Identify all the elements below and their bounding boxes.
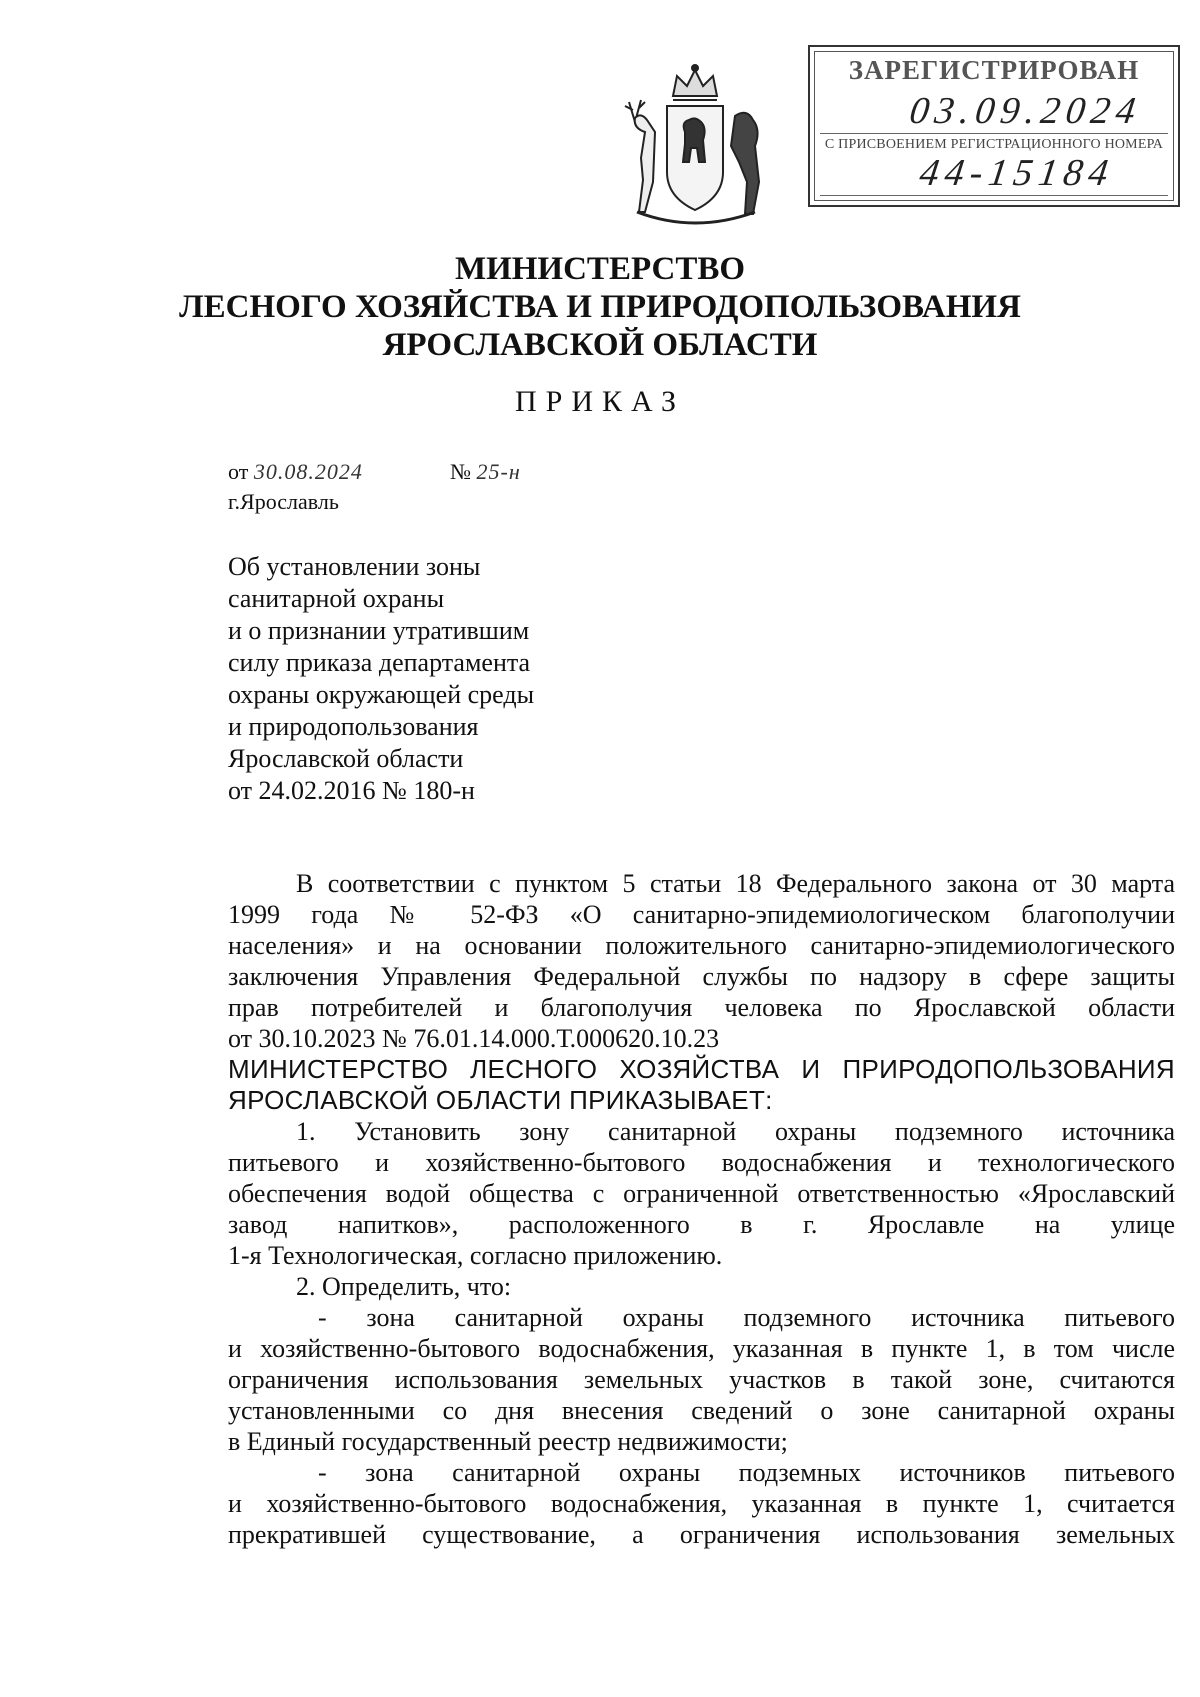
preamble-line: от 30.10.2023 № 76.01.14.000.Т.000620.10.23: [228, 1024, 720, 1053]
number-prefix: №: [450, 459, 471, 484]
item-1-line: 1. Установить зону санитарной охраны подземного источника: [296, 1117, 1175, 1146]
subject-line: от 24.02.2016 № 180-н: [228, 776, 475, 805]
subject-line: санитарной охраны: [228, 584, 445, 613]
order-subject: [228, 551, 648, 807]
preamble-line: В соответствии с пунктом 5 статьи 18 Федерального закона от 30 марта: [296, 869, 1175, 898]
order-body: [228, 868, 1175, 1550]
registration-stamp: [808, 45, 1180, 207]
preamble-line: 1999 года № 52-ФЗ «О санитарно-эпидемиологическом благополучии: [228, 900, 1175, 929]
preamble-line: заключения Управления Федеральной службы по надзору в сфере защиты: [228, 962, 1175, 991]
preamble-line: прав потребителей и благополучия человека по Ярославской области: [228, 993, 1175, 1022]
ministry-name-line-2: ЛЕСНОГО ХОЗЯЙСТВА И ПРИРОДОПОЛЬЗОВАНИЯ: [179, 289, 1021, 325]
subject-line: силу приказа департамента: [228, 648, 531, 677]
bullet-1-line: в Единый государственный реестр недвижимости;: [228, 1427, 788, 1456]
subject-line: охраны окружающей среды: [228, 680, 535, 709]
stamp-registration-number: 44-15184: [917, 152, 1117, 194]
order-date: 30.08.2024: [253, 459, 363, 484]
order-number: 25-н: [476, 459, 521, 484]
item-1-line: питьевого и хозяйственно-бытового водоснабжения и технологического: [228, 1148, 1175, 1177]
ministry-name-line-1: МИНИСТЕРСТВО: [454, 251, 746, 287]
stamp-registration-date: 03.09.2024: [907, 90, 1144, 132]
order-directive-line: МИНИСТЕРСТВО ЛЕСНОГО ХОЗЯЙСТВА И ПРИРОДОПОЛЬЗОВАНИЯ: [228, 1054, 1175, 1084]
bullet-2-line: прекратившей существование, а ограничения использования земельных: [228, 1520, 1175, 1549]
subject-line: Об установлении зоны: [228, 552, 481, 581]
order-directive-line: ЯРОСЛАВСКОЙ ОБЛАСТИ ПРИКАЗЫВАЕТ:: [228, 1085, 773, 1115]
order-date-label: [228, 459, 363, 485]
subject-line: и природопользования: [228, 712, 479, 741]
bullet-1-line: ограничения использования земельных участков в такой зоне, считаются: [228, 1365, 1175, 1394]
bullet-1-line: и хозяйственно-бытового водоснабжения, указанная в пункте 1, в том числе: [228, 1334, 1175, 1363]
order-city: г.Ярославль: [228, 489, 339, 514]
subject-line: Ярославской области: [228, 744, 464, 773]
bullet-1-line: - зона санитарной охраны подземного источника питьевого: [318, 1303, 1175, 1332]
ministry-name-line-3: ЯРОСЛАВСКОЙ ОБЛАСТИ: [382, 327, 818, 363]
date-prefix: от: [228, 459, 249, 484]
bullet-2-line: - зона санитарной охраны подземных источников питьевого: [318, 1458, 1175, 1487]
stamp-divider: [820, 133, 1168, 134]
subject-line: и о признании утратившим: [228, 616, 530, 645]
item-1-line: 1-я Технологическая, согласно приложению.: [228, 1241, 723, 1270]
item-1-line: обеспечения водой общества с ограниченной ответственностью «Ярославский: [228, 1179, 1175, 1208]
bullet-2-line: и хозяйственно-бытового водоснабжения, указанная в пункте 1, считается: [228, 1489, 1175, 1518]
stamp-title: ЗАРЕГИСТРИРОВАН: [848, 55, 1140, 85]
document-type-title: ПРИКАЗ: [515, 385, 685, 418]
item-1-line: завод напитков», расположенного в г. Ярославле на улице: [228, 1210, 1175, 1239]
bullet-1-line: установленными со дня внесения сведений о зоне санитарной охраны: [228, 1396, 1175, 1425]
order-number-label: [450, 459, 521, 485]
item-2-line: 2. Определить, что:: [296, 1272, 512, 1301]
stamp-subtitle: С ПРИСВОЕНИЕМ РЕГИСТРАЦИОННОГО НОМЕРА: [824, 137, 1164, 152]
preamble-line: населения» и на основании положительного санитарно-эпидемиологического: [228, 931, 1175, 960]
coat-of-arms-emblem: [615, 62, 775, 232]
stamp-divider: [820, 195, 1168, 196]
